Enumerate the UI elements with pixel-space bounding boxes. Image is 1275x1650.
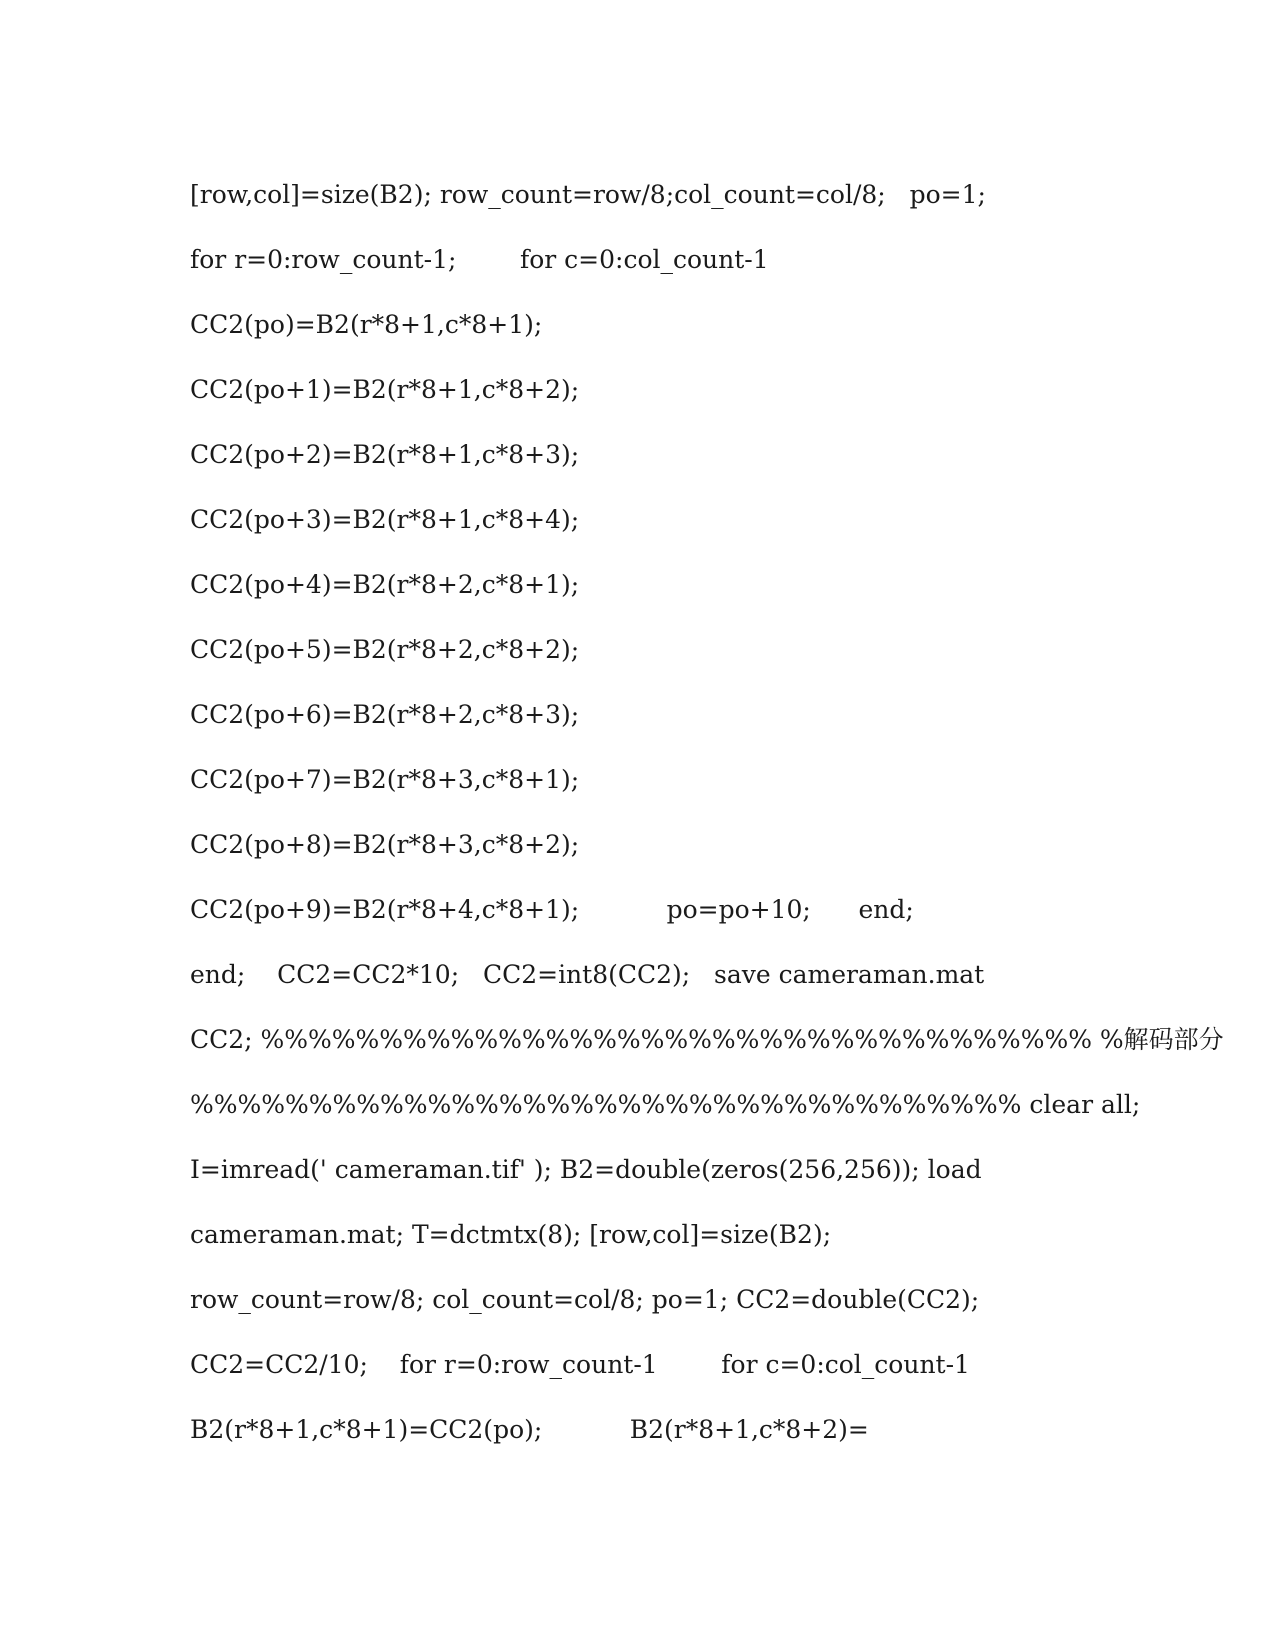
code-line: B2(r*8+1,c*8+1)=CC2(po); B2(r*8+1,c*8+2)= [190,1415,869,1444]
code-line: CC2(po+1)=B2(r*8+1,c*8+2); [190,375,580,404]
code-line: %%%%%%%%%%%%%%%%%%%%%%%%%%%%%%%%%%% clear all; [190,1090,1141,1119]
code-line: row_count=row/8; col_count=col/8; po=1; CC2=double(CC2); [190,1285,980,1314]
code-line: CC2(po+4)=B2(r*8+2,c*8+1); [190,570,580,599]
code-line: cameraman.mat; T=dctmtx(8); [row,col]=size(B2); [190,1220,832,1249]
code-block [190,162,1224,1462]
code-line: [row,col]=size(B2); row_count=row/8;col_count=col/8; po=1; [190,180,986,209]
code-line: CC2(po+3)=B2(r*8+1,c*8+4); [190,505,580,534]
code-line: CC2=CC2/10; for r=0:row_count-1 for c=0:col_count-1 [190,1350,970,1379]
code-line: CC2(po+9)=B2(r*8+4,c*8+1); po=po+10; end; [190,895,914,924]
code-line: CC2(po+2)=B2(r*8+1,c*8+3); [190,440,580,469]
code-line: CC2(po+7)=B2(r*8+3,c*8+1); [190,765,580,794]
code-line: for r=0:row_count-1; for c=0:col_count-1 [190,245,769,274]
code-line: CC2(po+5)=B2(r*8+2,c*8+2); [190,635,580,664]
code-line: I=imread(' cameraman.tif' ); B2=double(zeros(256,256)); load [190,1155,982,1184]
code-line: CC2(po)=B2(r*8+1,c*8+1); [190,310,543,339]
code-line: end; CC2=CC2*10; CC2=int8(CC2); save cameraman.mat [190,960,985,989]
code-line: CC2(po+8)=B2(r*8+3,c*8+2); [190,830,580,859]
code-line: CC2(po+6)=B2(r*8+2,c*8+3); [190,700,580,729]
code-line: CC2; %%%%%%%%%%%%%%%%%%%%%%%%%%%%%%%%%%% %解码部分 [190,1025,1224,1054]
